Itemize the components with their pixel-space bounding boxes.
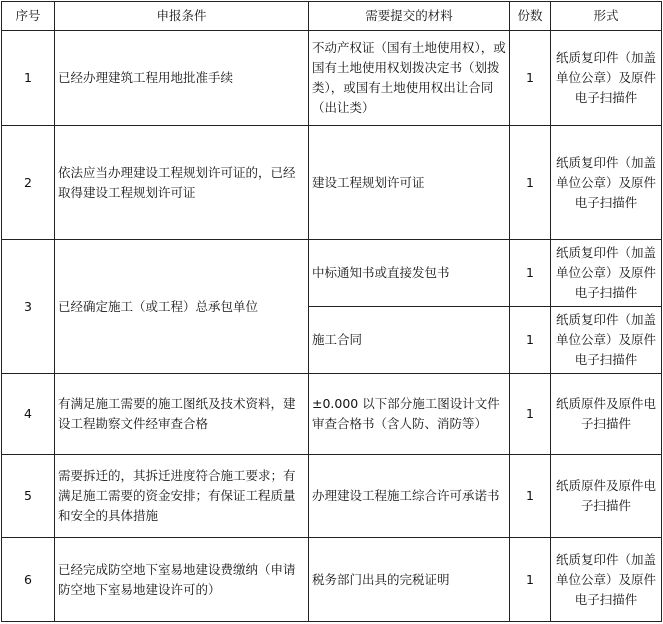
row-materials: ±0.000 以下部分施工图设计文件审查合格书（含人防、消防等） [309, 374, 510, 455]
row-condition: 有满足施工需要的施工图纸及技术资料，建设工程勘察文件经审查合格 [55, 374, 309, 455]
row-materials: 税务部门出具的完税证明 [309, 538, 510, 622]
row-quantity: 1 [510, 538, 551, 622]
row-condition: 依法应当办理建设工程规划许可证的，已经取得建设工程规划许可证 [55, 126, 309, 240]
row-serial: 2 [2, 126, 55, 240]
row-materials: 不动产权证（国有土地使用权），或国有土地使用权划拨决定书（划拨类），或国有土地使用权出让合同（出让类） [309, 31, 510, 126]
row-condition: 需要拆迁的，其拆迁进度符合施工要求；有满足施工需要的资金安排；有保证工程质量和安全的具体措施 [55, 455, 309, 538]
row-materials: 中标通知书或直接发包书 [309, 240, 510, 307]
row-form: 纸质原件及原件电子扫描件 [551, 455, 662, 538]
table-row [2, 31, 662, 126]
row-materials: 施工合同 [309, 307, 510, 374]
row-condition: 已经确定施工（或工程）总承包单位 [55, 240, 309, 374]
row-condition: 已经办理建筑工程用地批准手续 [55, 31, 309, 126]
header-quantity: 份数 [510, 2, 551, 31]
row-form: 纸质复印件（加盖单位公章）及原件电子扫描件 [551, 307, 662, 374]
row-quantity: 1 [510, 374, 551, 455]
row-form: 纸质复印件（加盖单位公章）及原件电子扫描件 [551, 240, 662, 307]
row-materials: 办理建设工程施工综合许可承诺书 [309, 455, 510, 538]
row-form: 纸质原件及原件电子扫描件 [551, 374, 662, 455]
table-row [2, 538, 662, 622]
header-form: 形式 [551, 2, 662, 31]
table-row [2, 240, 662, 307]
row-serial: 1 [2, 31, 55, 126]
row-quantity: 1 [510, 31, 551, 126]
row-serial: 6 [2, 538, 55, 622]
row-quantity: 1 [510, 307, 551, 374]
table-row [2, 126, 662, 240]
header-row [2, 2, 662, 31]
row-condition: 已经完成防空地下室易地建设费缴纳（申请防空地下室易地建设许可的） [55, 538, 309, 622]
header-serial: 序号 [2, 2, 55, 31]
row-serial: 3 [2, 240, 55, 374]
row-form: 纸质复印件（加盖单位公章）及原件电子扫描件 [551, 126, 662, 240]
row-quantity: 1 [510, 455, 551, 538]
header-materials: 需要提交的材料 [309, 2, 510, 31]
requirements-table [1, 1, 662, 622]
row-form: 纸质复印件（加盖单位公章）及原件电子扫描件 [551, 538, 662, 622]
header-condition: 申报条件 [55, 2, 309, 31]
table-row [2, 374, 662, 455]
row-quantity: 1 [510, 240, 551, 307]
row-form: 纸质复印件（加盖单位公章）及原件电子扫描件 [551, 31, 662, 126]
row-serial: 4 [2, 374, 55, 455]
table-row [2, 455, 662, 538]
row-quantity: 1 [510, 126, 551, 240]
row-serial: 5 [2, 455, 55, 538]
row-materials: 建设工程规划许可证 [309, 126, 510, 240]
